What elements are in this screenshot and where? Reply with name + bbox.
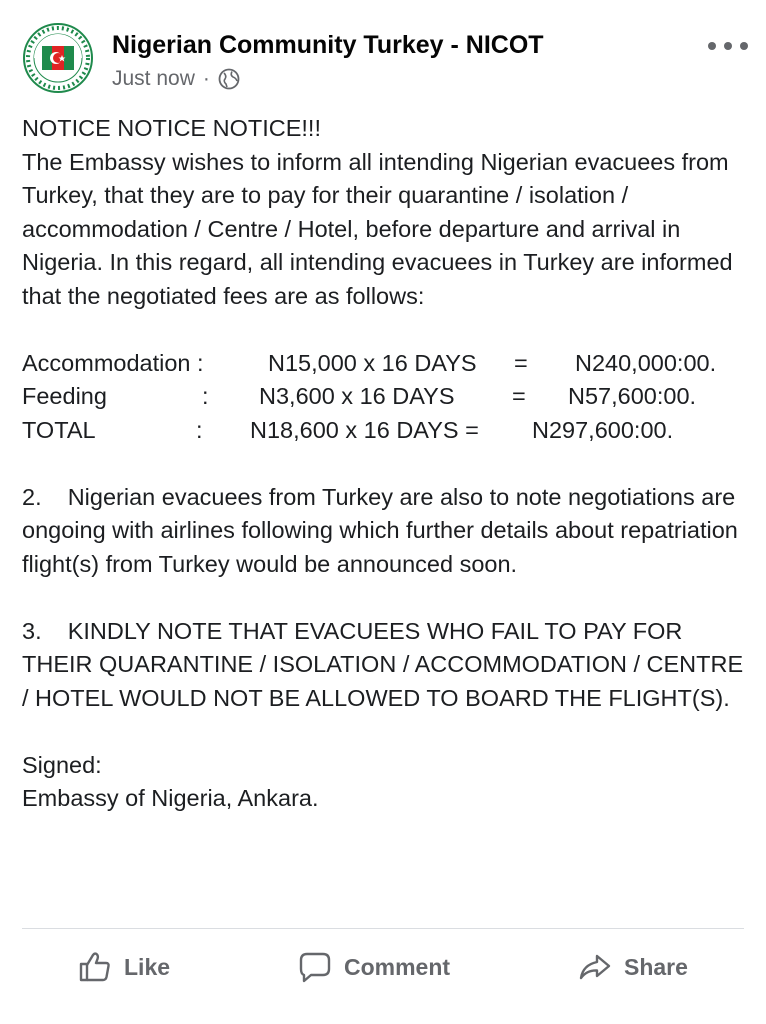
post-meta bbox=[112, 67, 240, 91]
fee-equals: = bbox=[512, 383, 526, 409]
share-button[interactable] bbox=[578, 940, 688, 994]
fee-item: Feeding bbox=[22, 383, 107, 409]
signed-label: Signed: bbox=[22, 751, 102, 778]
more-dot bbox=[740, 42, 748, 50]
signed-by: Embassy of Nigeria, Ankara. bbox=[22, 785, 319, 811]
comment-button[interactable] bbox=[298, 940, 450, 994]
fee-total: N240,000:00. bbox=[575, 349, 717, 376]
like-label: Like bbox=[124, 953, 171, 980]
comment-bubble-icon bbox=[298, 950, 332, 984]
post-timestamp[interactable]: Just now bbox=[112, 67, 195, 90]
share-arrow-icon bbox=[578, 950, 612, 984]
meta-separator: · bbox=[202, 67, 210, 90]
fee-row bbox=[22, 380, 752, 414]
fee-total: N57,600:00. bbox=[568, 383, 697, 409]
nicot-logo-icon[interactable] bbox=[22, 22, 94, 94]
fee-row bbox=[22, 414, 752, 448]
fees-table bbox=[22, 347, 752, 448]
notice-point-3: 3. KINDLY NOTE THAT EVACUEES WHO FAIL TO PAY FOR THEIR QUARANTINE / ISOLATION / ACCOMMODATION / CENTRE / HOTEL WOULD NOT BE ALLOWED TO BOARD THE FLIGHT(S). bbox=[22, 617, 750, 711]
notice-point-2: 2. Nigerian evacuees from Turkey are also to note negotiations are ongoing with airlines following which further details about repatriation flight(s) from Turkey would be announced soon. bbox=[22, 483, 745, 577]
post-actions bbox=[0, 940, 766, 994]
notice-heading: NOTICE NOTICE NOTICE!!! bbox=[22, 115, 321, 141]
globe-icon[interactable] bbox=[218, 68, 240, 90]
fee-equals: = bbox=[514, 349, 528, 376]
notice-intro: The Embassy wishes to inform all intending Nigerian evacuees from Turkey, that they are to pay for their quarantine / isolation / accommodation / Centre / Hotel, before departure and arrival in Nigeria. In this regard, all intending evacuees in Turkey are informed that the negotiated fees are as follows: bbox=[22, 148, 733, 309]
more-dot bbox=[724, 42, 732, 50]
comment-label: Comment bbox=[344, 953, 451, 980]
post-body bbox=[22, 112, 752, 816]
fee-item: TOTAL bbox=[22, 416, 96, 443]
fee-total: N297,600:00. bbox=[532, 416, 674, 443]
more-dot bbox=[708, 42, 716, 50]
more-options-icon[interactable] bbox=[708, 36, 748, 56]
fee-separator: : bbox=[202, 383, 209, 409]
share-label: Share bbox=[624, 953, 688, 980]
fee-rate: N3,600 x 16 DAYS bbox=[259, 383, 455, 409]
post-header bbox=[22, 22, 748, 94]
thumbs-up-icon bbox=[78, 950, 112, 984]
fee-rate: N18,600 x 16 DAYS = bbox=[250, 416, 479, 443]
like-button[interactable] bbox=[78, 940, 170, 994]
fee-item: Accommodation : bbox=[22, 349, 204, 376]
page-name-link[interactable]: Nigerian Community Turkey - NICOT bbox=[112, 31, 544, 59]
actions-divider bbox=[22, 928, 744, 929]
fee-rate: N15,000 x 16 DAYS bbox=[268, 349, 477, 376]
fee-separator: : bbox=[196, 416, 203, 443]
fee-row bbox=[22, 347, 752, 381]
